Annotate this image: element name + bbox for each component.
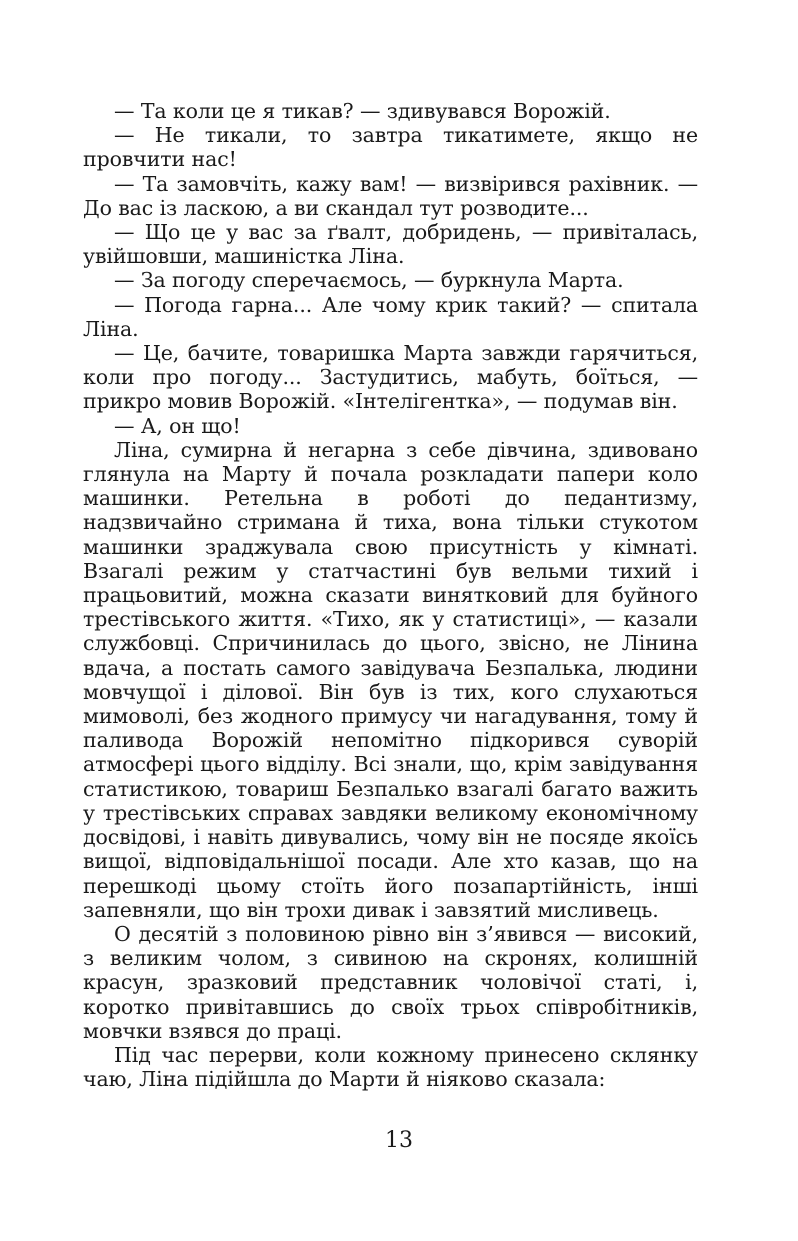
paragraph: — За погоду сперечаємось, — буркнула Марта.: [114, 268, 624, 293]
paragraph: Під час перерви, коли кожному принесено склянку чаю, Ліна підійшла до Марти й ніяково сказала:: [83, 1042, 698, 1092]
paragraph: — Та замовчіть, кажу вам! — визвірився рахівник. — До вас із ласкою, а ви скандал тут розводите...: [83, 171, 698, 220]
paragraph: — Що це у вас за ґвалт, добридень, — привіталась, увійшовши, машиністка Ліна.: [83, 220, 698, 269]
page-number: 13: [385, 1128, 413, 1153]
paragraph: О десятій з половиною рівно він з’явився — високий, з великим чолом, з сивиною на скронях, колишній красун, зразковий представник чоловічої статі, і, коротко привітавшись до своїх трьох співробітників, мовчки взявся до праці.: [83, 921, 698, 1043]
paragraph: — Це, бачите, товаришка Марта завжди гарячиться, коли про погоду... Застудитись, мабуть, боїться, — прикро мовив Ворожій. «Інтелігентка», — подумав він.: [83, 341, 698, 414]
paragraph: Ліна, сумирна й негарна з себе дівчина, здивовано глянула на Марту й почала розкладати папери коло машинки. Ретельна в роботі до педантизму, надзвичайно стримана й тиха, вона тільки стукотом машинки зраджувала свою присутність у кімнаті. Взагалі режим у статчастині був вельми тихий і працьовитий, можна сказати винятковий для буйного трестівського життя. «Тихо, як у статистиці», — казали службовці. Спричинилась до цього, звісно, не Лінина вдача, а постать самого завідувача Безпалька, людини мовчущої і ділової. Він був із тих, кого слухаються мимоволі, без жодного примусу чи нагадування, тому й паливода Ворожій непомітно підкорився суворій атмосфері цього відділу. Всі знали, що, крім завідування статистикою, товариш Безпалько взагалі багато важить у трестівських справах завдяки великому економічному досвідові, і навіть дивувались, чому він не посяде якоїсь вищої, відповідальнішої посади. Але хто казав, що на перешкоді цьому стоїть його позапартійність, інші запевняли, що він трохи дивак і завзятий мисливець.: [83, 437, 698, 922]
page-body: [83, 99, 698, 1091]
paragraph: — Та коли це я тикав? — здивувався Ворожій.: [114, 99, 611, 123]
paragraph: — Не тикали, то завтра тикатимете, якщо не провчити нас!: [83, 123, 698, 172]
paragraph: — Погода гарна... Але чому крик такий? — спитала Ліна.: [83, 292, 698, 341]
paragraph: — А, он що!: [114, 413, 241, 438]
